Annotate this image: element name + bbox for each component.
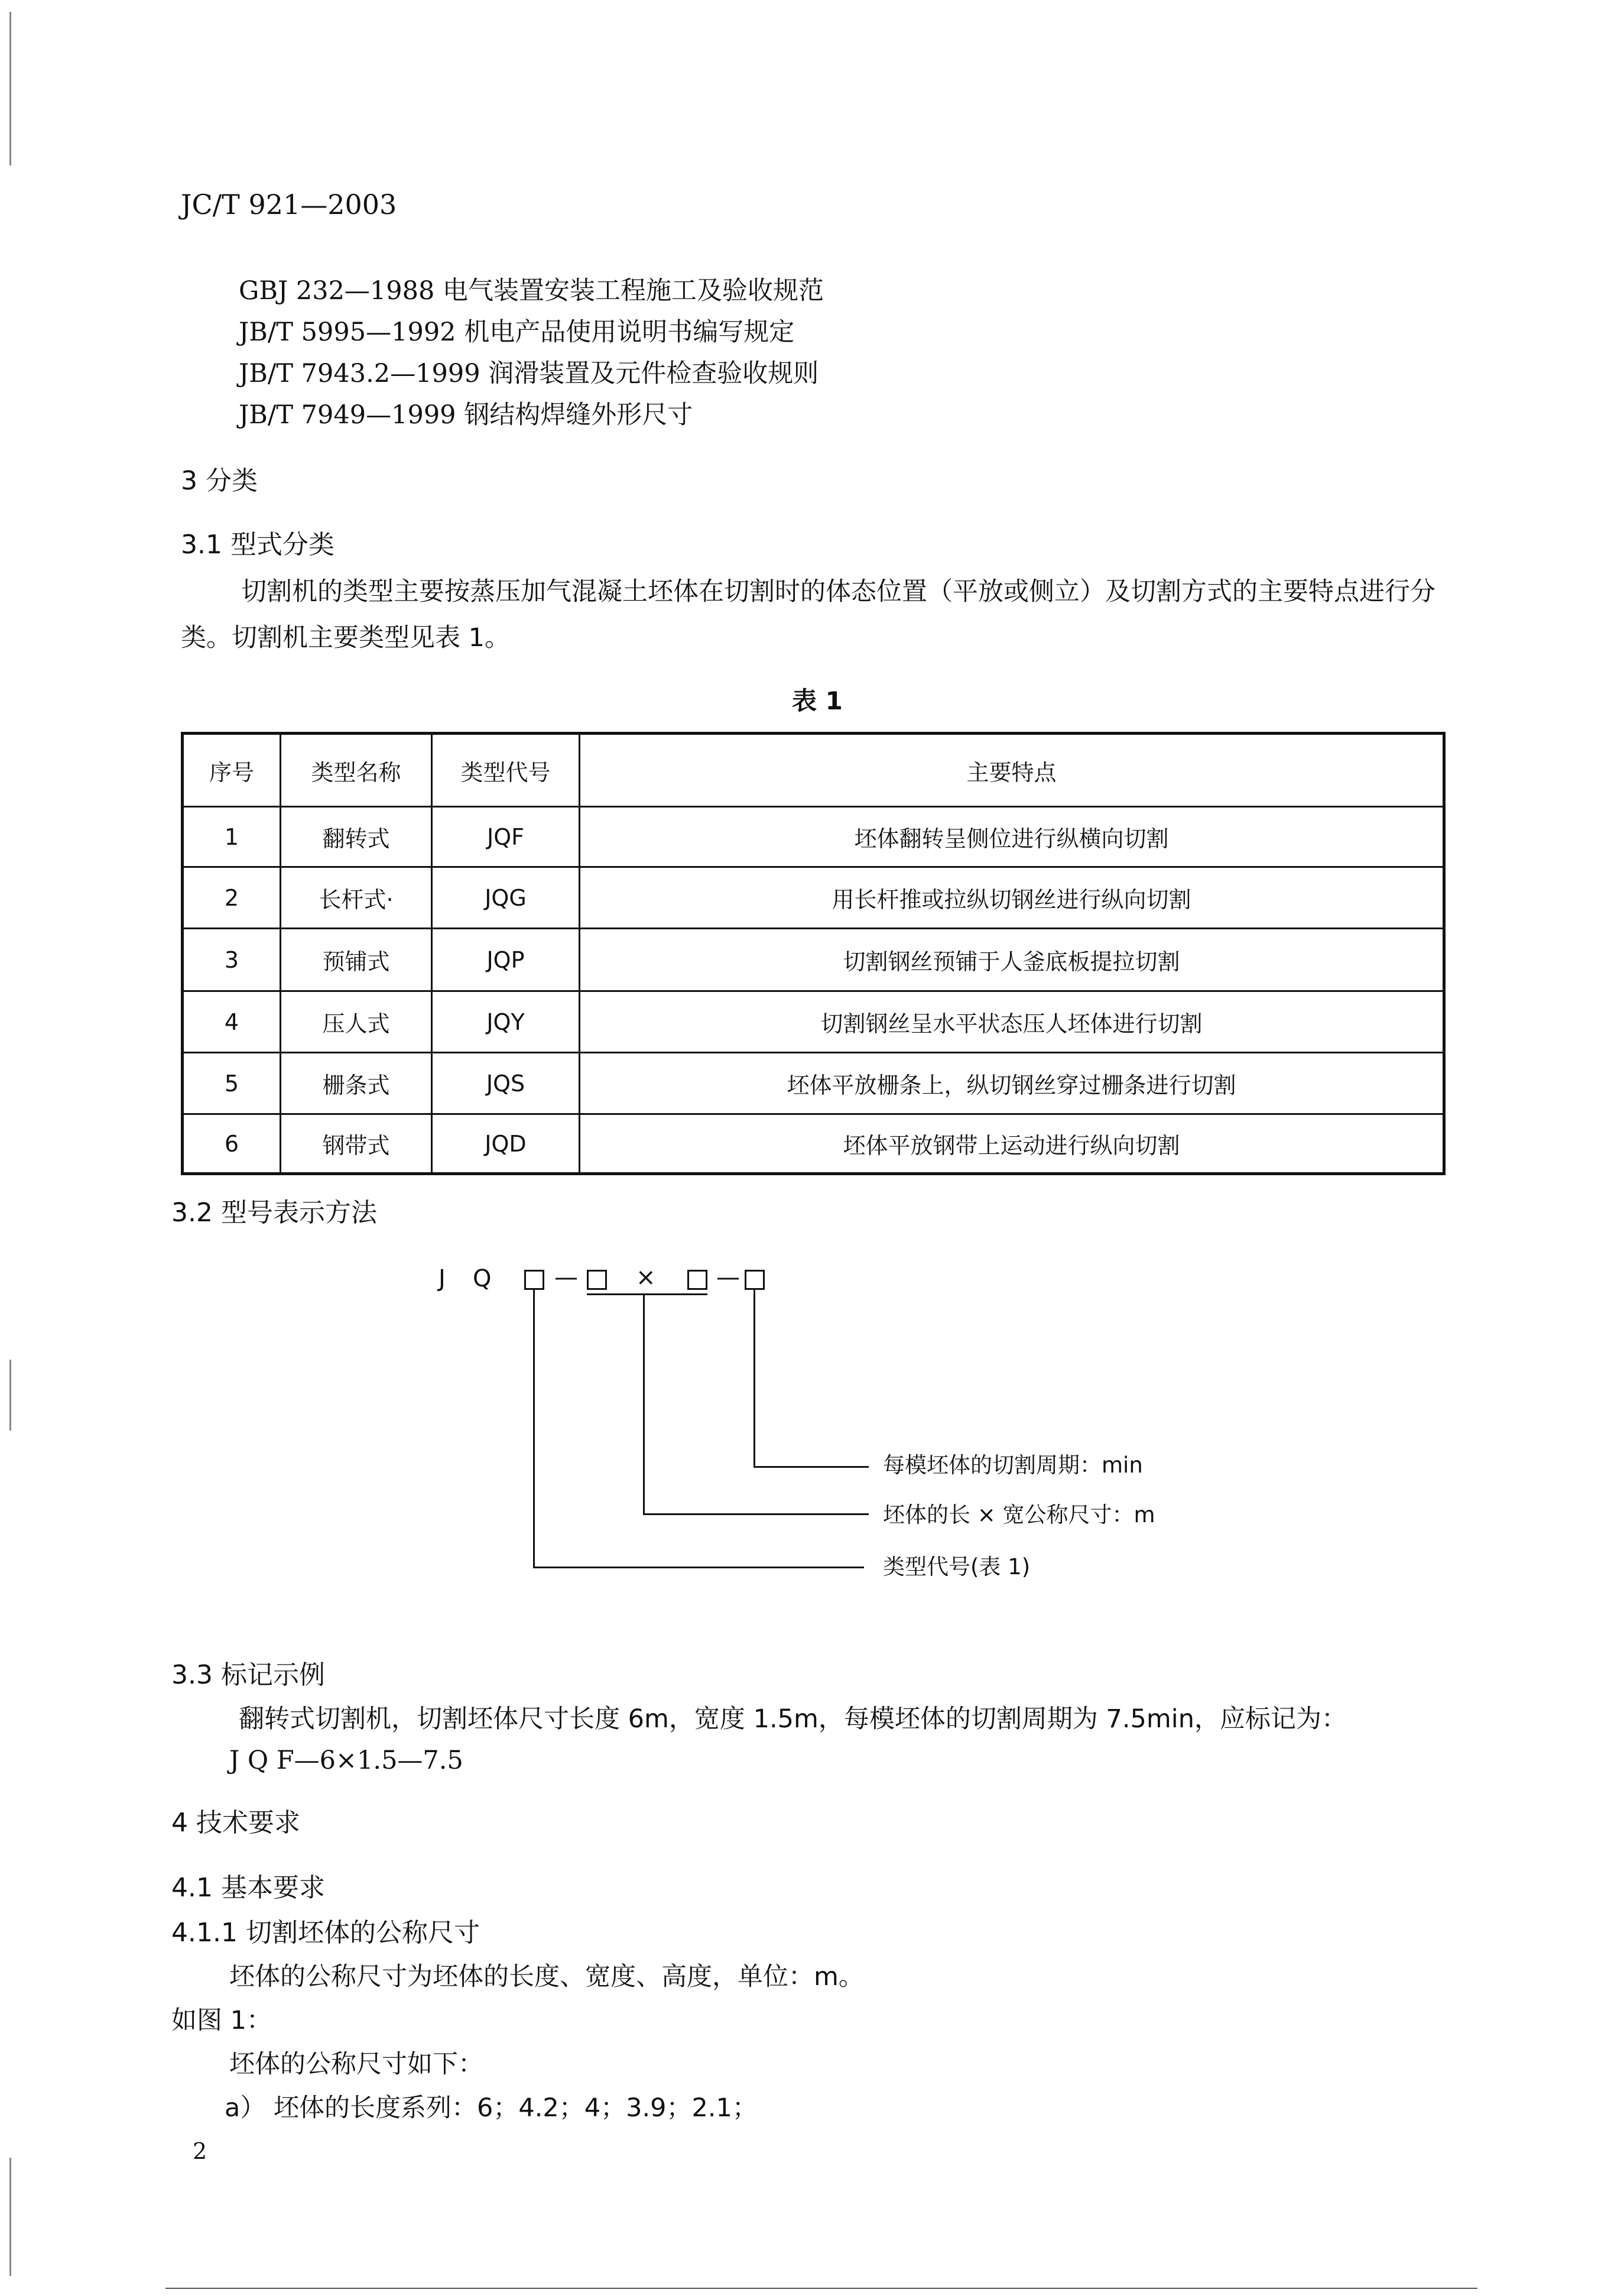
model-letter-j: J xyxy=(439,1265,446,1292)
table-cell: 6 xyxy=(224,1130,239,1157)
connector-line xyxy=(533,1290,535,1568)
scan-margin-mark xyxy=(9,1360,11,1431)
reference-line: JB/T 7949—1999 钢结构焊缝外形尺寸 xyxy=(239,400,693,430)
table-cell: JQG xyxy=(485,884,527,911)
model-letter-q: Q xyxy=(473,1265,492,1292)
table-cell: 预铺式 xyxy=(322,949,390,975)
table-cell: 坯体平放栅条上，纵切钢丝穿过栅条进行切割 xyxy=(787,1072,1236,1098)
section-3-1-paragraph: 切割机的类型主要按蒸压加气混凝土坯体在切割时的体态位置（平放或侧立）及切割方式的主要特点进行分类。切割机主要类型见表 1。 xyxy=(181,577,1435,653)
length-box xyxy=(587,1270,607,1290)
table-cell: 切割钢丝预铺于人釜底板提拉切割 xyxy=(843,949,1180,975)
section-3-heading: 3 分类 xyxy=(181,466,258,496)
table-header-cell: 类型名称 xyxy=(311,759,401,786)
table-cell: JQF xyxy=(487,823,524,850)
table-cell: 翻转式 xyxy=(322,826,390,852)
doc-code-header: JC/T 921—2003 xyxy=(181,189,397,220)
section-3-1-heading: 3.1 型式分类 xyxy=(181,530,334,560)
table-cell: 坯体翻转呈侧位进行纵横向切割 xyxy=(854,826,1169,852)
table-cell: 长杆式· xyxy=(319,887,394,913)
width-box xyxy=(687,1270,707,1290)
table-cell: 用长杆推或拉纵切钢丝进行纵向切割 xyxy=(832,887,1191,913)
table-1 xyxy=(181,732,1446,1175)
table-cell: 坯体平放钢带上运动进行纵向切割 xyxy=(843,1133,1180,1159)
table-cell: 1 xyxy=(224,823,239,850)
nominal-size-text: 坯体的公称尺寸为坯体的长度、宽度、高度，单位：m。 xyxy=(229,1962,864,1992)
marking-example-code: J Q F—6×1.5—7.5 xyxy=(229,1746,463,1775)
connector-line xyxy=(643,1513,869,1515)
connector-line xyxy=(643,1295,645,1515)
size-label: 坯体的长 × 宽公称尺寸：m xyxy=(883,1502,1155,1528)
dash-symbol: — xyxy=(554,1264,578,1291)
figure-reference: 如图 1： xyxy=(171,2006,272,2035)
section-4-1-heading: 4.1 基本要求 xyxy=(171,1873,325,1903)
table-cell: 栅条式 xyxy=(322,1072,390,1098)
times-symbol: × xyxy=(636,1264,656,1291)
table-cell: JQD xyxy=(485,1130,527,1157)
dash-symbol: — xyxy=(716,1264,740,1291)
reference-line: GBJ 232—1988 电气装置安装工程施工及验收规范 xyxy=(239,276,824,306)
section-4-1-1-heading: 4.1.1 切割坯体的公称尺寸 xyxy=(171,1918,480,1948)
marking-example-text: 翻转式切割机，切割坯体尺寸长度 6m，宽度 1.5m，每模坯体的切割周期为 7.5min，应标记为： xyxy=(239,1704,1347,1734)
section-3-2-heading: 3.2 型号表示方法 xyxy=(171,1198,377,1228)
table-cell: 2 xyxy=(224,884,239,911)
table-cell: 3 xyxy=(224,946,239,973)
scan-margin-mark xyxy=(9,2158,11,2276)
connector-line xyxy=(533,1567,864,1568)
section-3-3-heading: 3.3 标记示例 xyxy=(171,1660,325,1690)
connector-line xyxy=(753,1466,869,1468)
table-cell: 4 xyxy=(224,1008,239,1035)
length-series-item: a） 坯体的长度系列：6；4.2；4；3.9；2.1； xyxy=(225,2093,758,2123)
section-4-heading: 4 技术要求 xyxy=(171,1808,300,1838)
cycle-label: 每模坯体的切割周期：min xyxy=(883,1452,1143,1478)
table-cell: 钢带式 xyxy=(322,1133,390,1159)
nominal-size-intro: 坯体的公称尺寸如下： xyxy=(229,2049,483,2079)
table-cell: 压人式 xyxy=(322,1011,390,1037)
reference-line: JB/T 7943.2—1999 润滑装置及元件检查验收规则 xyxy=(239,359,819,388)
connector-line xyxy=(587,1293,707,1295)
bottom-scan-line xyxy=(165,2288,1477,2289)
table-cell: 切割钢丝呈水平状态压人坯体进行切割 xyxy=(820,1011,1203,1037)
cycle-box xyxy=(745,1270,765,1290)
table-1-caption: 表 1 xyxy=(792,686,843,715)
scan-margin-mark xyxy=(9,12,11,166)
table-cell: JQP xyxy=(486,946,525,973)
table-header-cell: 主要特点 xyxy=(966,759,1057,786)
connector-line xyxy=(753,1290,755,1467)
type-code-box xyxy=(524,1270,544,1290)
type-code-label: 类型代号(表 1) xyxy=(883,1554,1031,1580)
table-cell: JQS xyxy=(486,1070,525,1097)
table-header-cell: 序号 xyxy=(209,759,254,786)
table-cell: JQY xyxy=(486,1008,525,1035)
table-cell: 5 xyxy=(224,1070,239,1097)
reference-line: JB/T 5995—1992 机电产品使用说明书编写规定 xyxy=(239,317,795,347)
page-number: 2 xyxy=(193,2138,207,2164)
table-header-cell: 类型代号 xyxy=(460,759,551,786)
